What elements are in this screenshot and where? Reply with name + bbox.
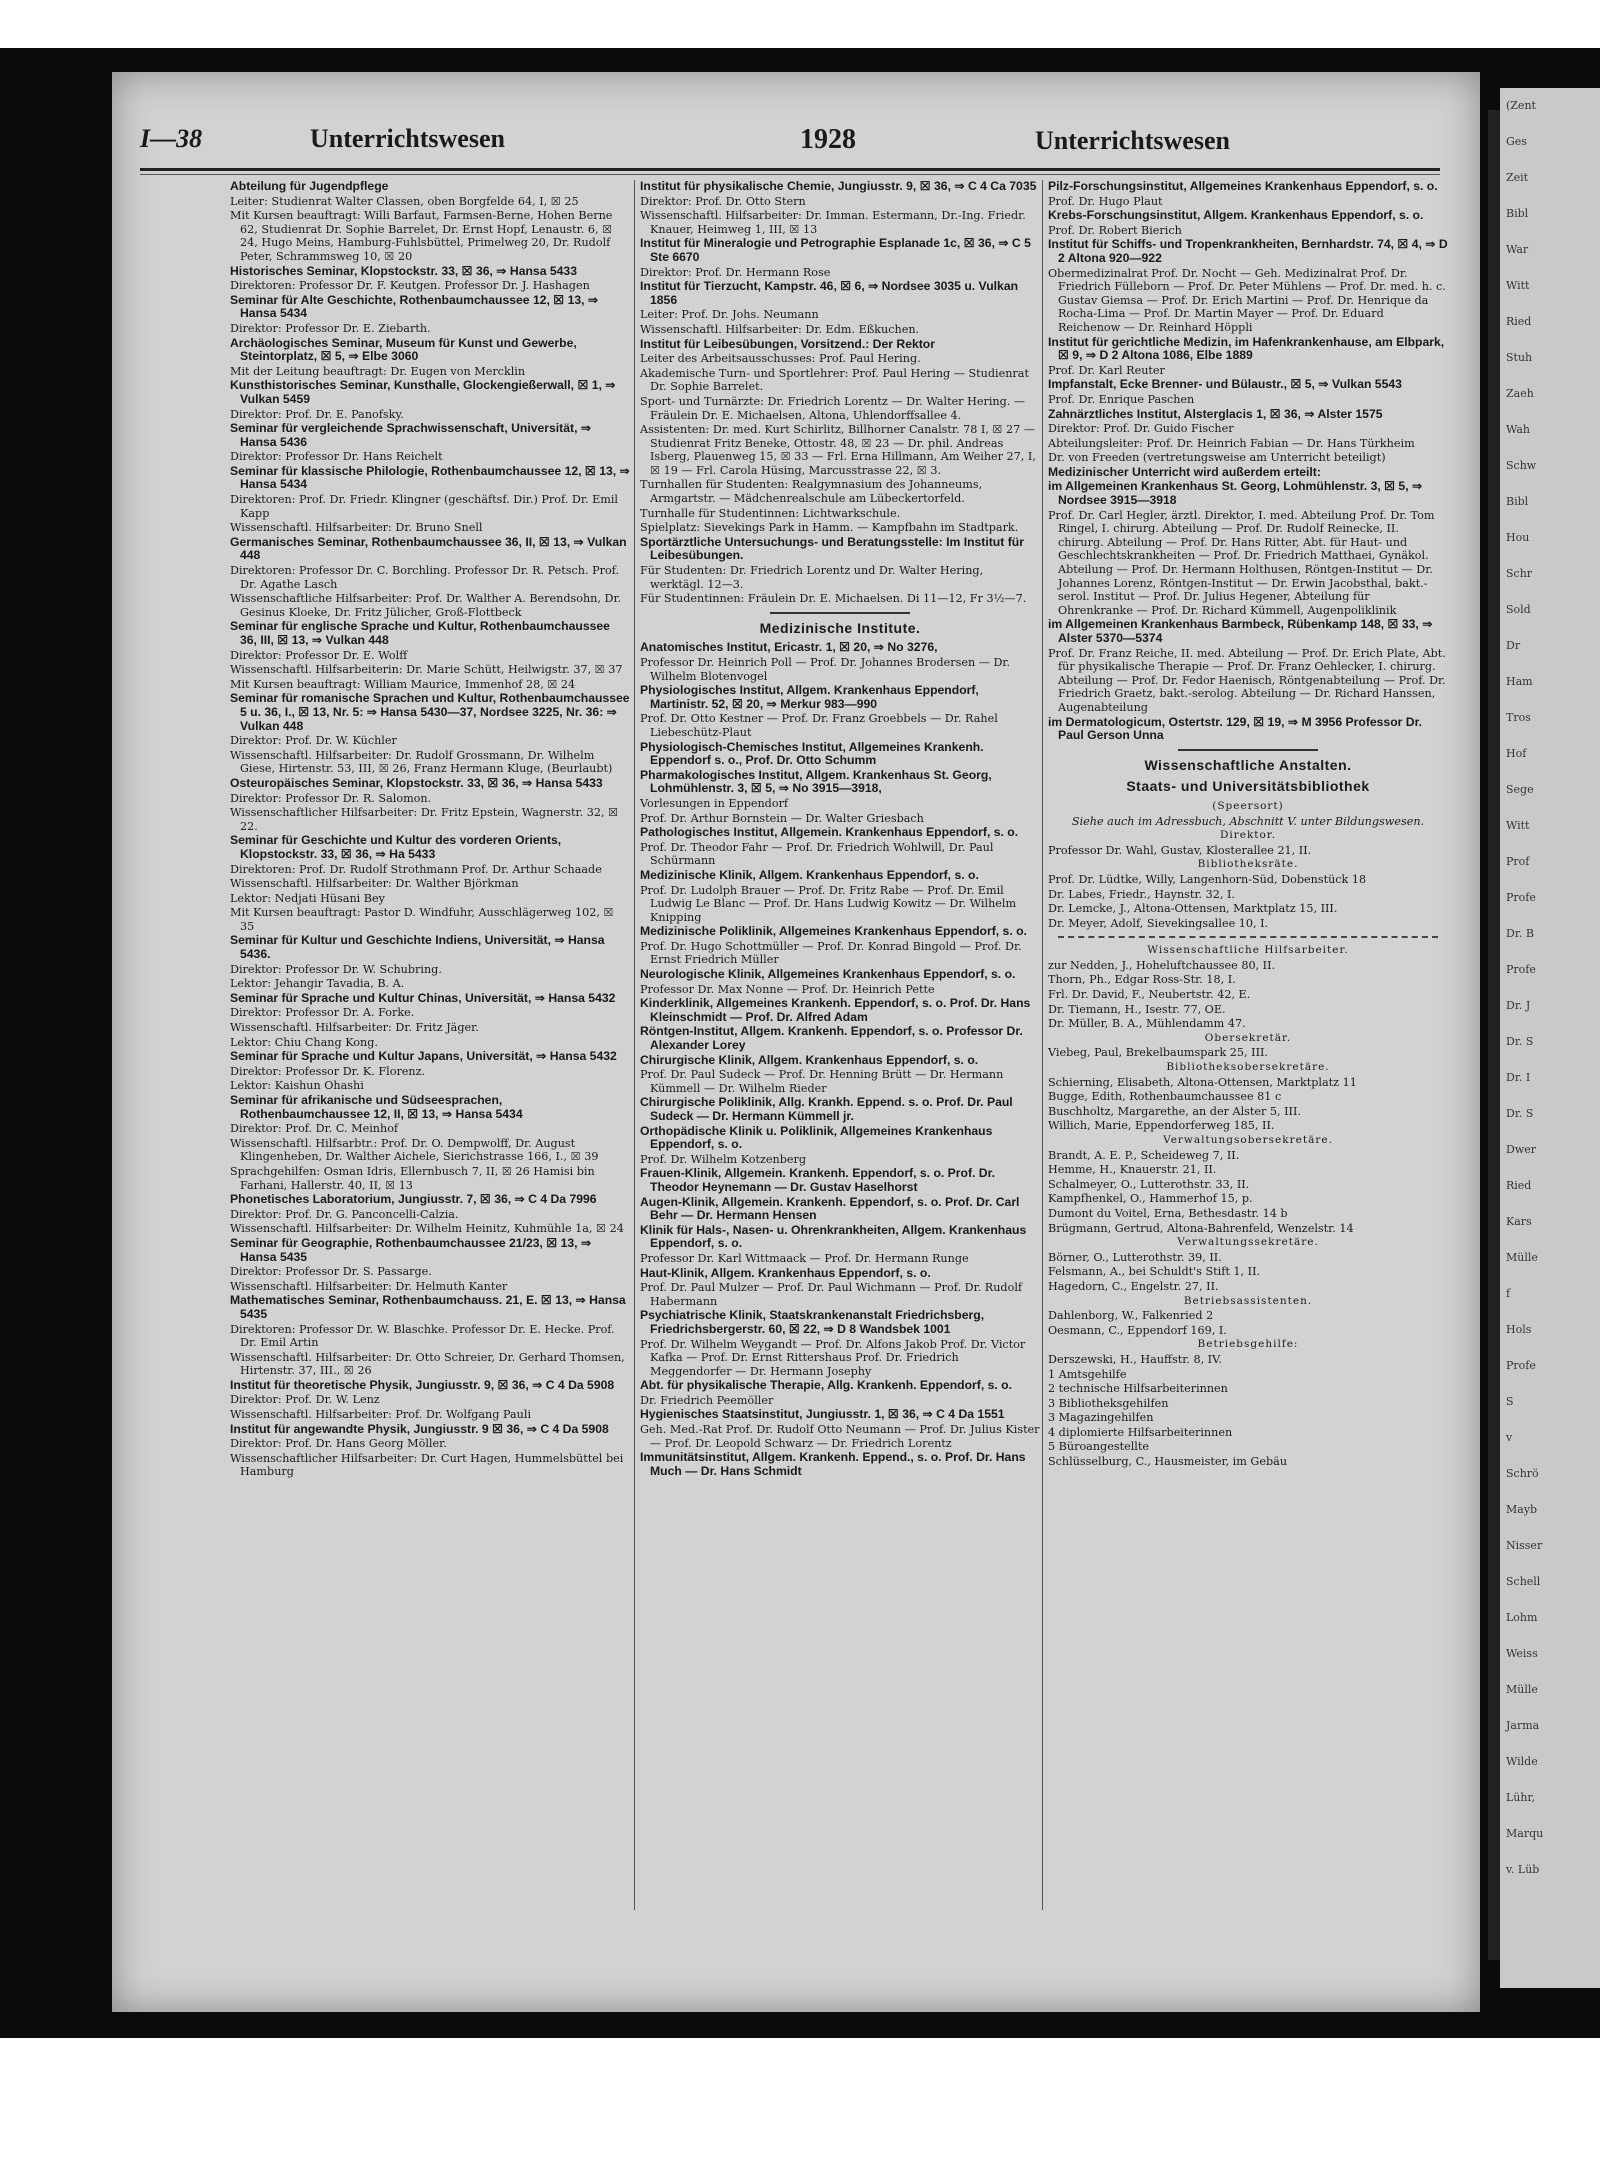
entry-heading: Institut für gerichtliche Medizin, im Hafenkrankenhause, am Elbpark, ☒ 9, ⇒ D 2 Altona 1086, Elbe 1889: [1048, 334, 1445, 363]
entry-text: 1 Amtsgehilfe: [1048, 1367, 1127, 1381]
entry-text: Buschholtz, Margarethe, an der Alster 5, III.: [1048, 1104, 1301, 1118]
page-header: [140, 118, 1440, 168]
next-page-fragment: Lohm: [1506, 1611, 1538, 1624]
entry-text: Schlüsselburg, C., Hausmeister, im Gebäu: [1048, 1455, 1288, 1469]
entry-heading: Pathologisches Institut, Allgemein. Krankenhaus Eppendorf, s. o.: [640, 825, 1019, 840]
next-page-fragment: Profe: [1506, 963, 1536, 976]
entry-text: Wissenschaftl. Hilfsarbeiter: Dr. Helmuth Kanter: [230, 1279, 508, 1293]
entry-text: Derszewski, H., Hauffstr. 8, IV.: [1048, 1352, 1222, 1366]
entry-heading: Institut für Leibesübungen, Vorsitzend.: Der Rektor: [640, 336, 935, 351]
subheading: Verwaltungssekretäre.: [1177, 1236, 1319, 1249]
entry-heading: Neurologische Klinik, Allgemeines Krankenhaus Eppendorf, s. o.: [640, 967, 1016, 982]
entry-text: Direktor: Professor Dr. R. Salomon.: [230, 791, 432, 805]
entry-heading: Seminar für Alte Geschichte, Rothenbaumchaussee 12, ☒ 13, ⇒ Hansa 5434: [230, 292, 599, 321]
entry-heading: im Allgemeinen Krankenhaus St. Georg, Lohmühlenstr. 3, ☒ 5, ⇒ Nordsee 3915—3918: [1048, 479, 1423, 508]
entry-text: Wissenschaftl. Hilfsarbtr.: Prof. Dr. O. Dempwolff, Dr. August Klingenheben, Dr. Walther Aichele, Sierichstrasse 166, I., ☒ 39: [230, 1136, 599, 1164]
entry-text: Prof. Dr. Karl Reuter: [1048, 363, 1165, 377]
entry-text: Lektor: Nedjati Hüsani Bey: [230, 891, 385, 905]
section-title: Staats- und Universitätsbibliothek: [1126, 778, 1370, 795]
entry-heading: Medizinische Poliklinik, Allgemeines Krankenhaus Eppendorf, s. o.: [640, 924, 1027, 939]
entry-heading: Institut für Mineralogie und Petrographie Esplanade 1c, ☒ 36, ⇒ C 5 Ste 6670: [640, 236, 1031, 264]
entry-text: Wissenschaftl. Hilfsarbeiter: Dr. Edm. Eßkuchen.: [640, 322, 920, 336]
entry-text: Wissenschaftl. Hilfsarbeiterin: Dr. Marie Schütt, Heilwigstr. 37, ☒ 37: [230, 663, 623, 677]
entry-heading: Seminar für vergleichende Sprachwissenschaft, Universität, ⇒ Hansa 5436: [230, 421, 592, 449]
entry-text: Börner, O., Lutterothstr. 39, II.: [1048, 1250, 1222, 1264]
entry-text: Schierning, Elisabeth, Altona-Ottensen, Marktplatz 11: [1048, 1075, 1357, 1089]
entry-text: Wissenschaftliche Hilfsarbeiter: Prof. Dr. Walther A. Berendsohn, Dr. Gesinus Kloeke, Dr. Fritz Jülicher, Groß-Flottbeck: [230, 592, 622, 619]
header-year: 1928: [800, 124, 856, 155]
entry-text: Direktor: Professor Dr. K. Florenz.: [230, 1064, 426, 1078]
entry-heading: Haut-Klinik, Allgem. Krankenhaus Eppendorf, s. o.: [640, 1265, 931, 1280]
entry-heading: Seminar für romanische Sprachen und Kultur, Rothenbaumchaussee 5 u. 36, I., ☒ 13, Nr. 5: ⇒ Hansa 5430—37, Nordsee 3225, Nr. 36: ⇒ Vulkan 448: [230, 691, 630, 733]
entry-heading: Augen-Klinik, Allgemein. Krankenh. Eppendorf, s. o. Prof. Dr. Carl Behr — Dr. Hermann Hensen: [640, 1194, 1020, 1223]
entry-text: Viebeg, Paul, Brekelbaumspark 25, III.: [1048, 1046, 1268, 1060]
entry-text: Lektor: Chiu Chang Kong.: [230, 1035, 378, 1049]
column-divider: [634, 180, 635, 1910]
next-page-fragment: v. Lüb: [1506, 1863, 1540, 1876]
entry-text: Direktor: Prof. Dr. W. Lenz: [230, 1393, 380, 1407]
next-page-fragment: Mayb: [1506, 1503, 1538, 1516]
next-page-fragment: Sold: [1506, 603, 1531, 616]
entry-heading: Seminar für klassische Philologie, Rothenbaumchaussee 12, ☒ 13, ⇒ Hansa 5434: [230, 463, 630, 492]
entry-heading: Seminar für afrikanische und Südseesprachen, Rothenbaumchaussee 12, II, ☒ 13, ⇒ Hansa 5434: [230, 1093, 523, 1121]
entry-text: 3 Bibliotheksgehilfen: [1048, 1396, 1169, 1410]
entry-text: Prof. Dr. Otto Kestner — Prof. Dr. Franz Groebbels — Dr. Rahel Liebeschütz-Plaut: [640, 712, 998, 739]
next-page-fragment: Profe: [1506, 891, 1536, 904]
next-page-fragment: Bibl: [1506, 207, 1529, 220]
section-title: Wissenschaftliche Anstalten.: [1144, 756, 1352, 773]
entry-heading: Seminar für Geographie, Rothenbaumchaussee 21/23, ☒ 13, ⇒ Hansa 5435: [230, 1235, 592, 1264]
entry-heading: Orthopädische Klinik u. Poliklinik, Allgemeines Krankenhaus Eppendorf, s. o.: [640, 1123, 993, 1152]
next-page-fragment: Dr. S: [1506, 1107, 1534, 1120]
entry-text: Direktor: Professor Dr. Hans Reichelt: [230, 450, 443, 464]
entry-heading: Pharmakologisches Institut, Allgem. Krankenhaus St. Georg, Lohmühlenstr. 3, ☒ 5, ⇒ No 3915—3918,: [640, 767, 992, 796]
next-page-fragment: Jarma: [1506, 1719, 1540, 1732]
subheading: (Speersort): [1212, 799, 1284, 812]
entry-text: Dr. Friedrich Peemöller: [640, 1393, 774, 1407]
next-page-fragment: Sege: [1506, 783, 1534, 796]
next-page-fragment: Mülle: [1506, 1251, 1538, 1264]
subheading: Betriebsassistenten.: [1183, 1294, 1313, 1307]
entry-text: 5 Büroangestellte: [1048, 1440, 1149, 1454]
entry-text: Leiter des Arbeitsausschusses: Prof. Paul Hering.: [640, 352, 921, 366]
entry-text: Felsmann, A., bei Schuldt's Stift 1, II.: [1048, 1265, 1261, 1279]
next-page-fragment: Marqu: [1506, 1827, 1544, 1840]
next-page-fragment: v: [1506, 1431, 1513, 1444]
entry-text: Hemme, H., Knauerstr. 21, II.: [1048, 1163, 1217, 1177]
entry-text: Prof. Dr. Carl Hegler, ärztl. Direktor, I. med. Abteilung Prof. Dr. Tom Ringel, I. chirurg. Abteilung — Prof. Dr. Rudolf Reinecke, II. chirurg. Abteilung — Prof. Dr. Hans Ritter, Abt. für Haut- und Geschlechtskrankheiten — Prof. Dr. Friedrich Matthaei, Gynäkol. Abteilung — Prof. Dr. Hermann Holthusen, Röntgen-Institut — Dr. Johannes Lorenz, Röntgen-Institut — Dr. Erwin Jacobsthal, bakt.-serol. Institut — Prof. Dr. Julius Hegener, Abteilung für Ohrenkranke — Prof. Dr. Richard Kümmell, Augenpoliklinik: [1048, 508, 1435, 617]
entry-text: Dr. Tiemann, H., Isestr. 77, OE.: [1048, 1002, 1226, 1016]
subheading: Betriebsgehilfe:: [1197, 1338, 1299, 1351]
entry-heading: Institut für Schiffs- und Tropenkrankheiten, Bernhardstr. 74, ☒ 4, ⇒ D 2 Altona 920—922: [1048, 237, 1448, 265]
entry-text: Mit der Leitung beauftragt: Dr. Eugen von Mercklin: [230, 364, 526, 378]
next-page-fragment: Bibl: [1506, 495, 1529, 508]
entry-heading: Mathematisches Seminar, Rothenbaumchauss. 21, E. ☒ 13, ⇒ Hansa 5435: [230, 1293, 626, 1321]
entry-heading: Medizinische Klinik, Allgem. Krankenhaus Eppendorf, s. o.: [640, 867, 979, 882]
entry-text: Direktor: Prof. Dr. Hans Georg Möller.: [230, 1437, 447, 1451]
entry-heading: Psychiatrische Klinik, Staatskrankenanstalt Friedrichsberg, Friedrichsbergerstr. 60, ☒ 22, ⇒ D 8 Wandsbek 1001: [640, 1308, 985, 1336]
entry-heading: Medizinischer Unterricht wird außerdem erteilt:: [1048, 464, 1321, 479]
entry-text: Direktor: Professor Dr. W. Schubring.: [230, 962, 442, 976]
entry-text: Wissenschaftl. Hilfsarbeiter: Dr. Walther Björkman: [230, 877, 519, 891]
next-page-fragment: Witt: [1506, 819, 1530, 832]
entry-text: Brügmann, Gertrud, Altona-Bahrenfeld, Wenzelstr. 14: [1048, 1221, 1354, 1235]
entry-text: Für Studentinnen: Fräulein Dr. E. Michaelsen. Di 11—12, Fr 3½—7.: [640, 592, 1027, 606]
entry-heading: Sportärztliche Untersuchungs- und Beratungsstelle: Im Institut für Leibesübungen.: [640, 534, 1024, 563]
entry-text: Turnhallen für Studenten: Realgymnasium des Johanneums, Armgartstr. — Mädchenrealschule am Lübeckertorfeld.: [640, 478, 983, 506]
entry-text: Dahlenborg, W., Falkenried 2: [1048, 1309, 1214, 1323]
entry-text: zur Nedden, J., Hoheluftchaussee 80, II.: [1048, 958, 1276, 972]
entry-text: Direktor: Prof. Dr. G. Panconcelli-Calzia.: [230, 1207, 459, 1221]
entry-text: Direktoren: Prof. Dr. Friedr. Klingner (geschäftsf. Dir.) Prof. Dr. Emil Kapp: [230, 493, 618, 520]
section-title: Medizinische Institute.: [759, 619, 921, 636]
entry-text: Prof. Dr. Arthur Bornstein — Dr. Walter Griesbach: [640, 811, 924, 825]
entry-heading: Hygienisches Staatsinstitut, Jungiusstr. 1, ☒ 36, ⇒ C 4 Da 1551: [640, 1407, 1005, 1422]
entry-text: Direktor: Professor Dr. E. Wolff: [230, 648, 408, 662]
entry-text: Direktoren: Professor Dr. F. Keutgen. Professor Dr. J. Hashagen: [230, 279, 590, 293]
subheading: Wissenschaftliche Hilfsarbeiter.: [1147, 944, 1349, 957]
next-page-fragment: Hou: [1506, 531, 1530, 544]
next-page-fragment: Witt: [1506, 279, 1530, 292]
entry-heading: Institut für theoretische Physik, Jungiusstr. 9, ☒ 36, ⇒ C 4 Da 5908: [230, 1377, 615, 1392]
page-gutter: [1488, 110, 1500, 1960]
entry-text: Mit Kursen beauftragt: Willi Barfaut, Farmsen-Berne, Hohen Berne 62, Studienrat Dr. Sophie Barrelet, Dr. Ernst Hopf, Lenaustr. 6, ☒ 24, Hugo Meins, Hamburg-Fuhlsbüttel, Primelweg 20, Dr. Rudolf Peter, Schrammsweg 10, ☒ 20: [230, 209, 613, 263]
entry-heading: Seminar für Geschichte und Kultur des vorderen Orients, Klopstockstr. 33, ☒ 36, ⇒ Ha 5433: [230, 833, 562, 861]
entry-text: Direktoren: Professor Dr. C. Borchling. Professor Dr. R. Petsch. Prof. Dr. Agathe Lasch: [230, 564, 620, 591]
entry-text: Direktor: Prof. Dr. W. Küchler: [230, 734, 397, 748]
entry-text: Wissenschaftl. Hilfsarbeiter: Dr. Fritz Jäger.: [230, 1021, 479, 1035]
entry-text: Direktoren: Prof. Dr. Rudolf Strothmann Prof. Dr. Arthur Schaade: [230, 862, 602, 876]
entry-heading: Seminar für Sprache und Kultur Japans, Universität, ⇒ Hansa 5432: [230, 1049, 617, 1064]
column-divider: [1042, 180, 1043, 1910]
next-page-fragment: Schr: [1506, 567, 1533, 580]
entry-text: Dr. Labes, Friedr., Haynstr. 32, I.: [1048, 887, 1235, 901]
entry-text: Wissenschaftl. Hilfsarbeiter: Dr. Wilhelm Heinitz, Kuhmühle 1a, ☒ 24: [230, 1222, 624, 1236]
text-column-1: [230, 180, 630, 1920]
next-page-fragment: Weiss: [1506, 1647, 1538, 1660]
dashed-rule: [1058, 936, 1438, 938]
header-left-title: Unterrichtswesen: [310, 124, 505, 153]
next-page-fragment: Zeit: [1506, 171, 1529, 184]
next-page-fragment: Prof: [1506, 855, 1530, 868]
entry-text: Schalmeyer, O., Lutterothstr. 33, II.: [1048, 1177, 1250, 1191]
next-page-fragment: Dr: [1506, 639, 1521, 652]
entry-text: Sprachgehilfen: Osman Idris, Ellernbusch 7, II, ☒ 26 Hamisi bin Farhani, Hallerstr. 40, II, ☒ 13: [230, 1164, 595, 1192]
next-page-fragment: Dr. S: [1506, 1035, 1534, 1048]
entry-text: Professor Dr. Max Nonne — Prof. Dr. Heinrich Pette: [640, 982, 935, 996]
entry-text: Wissenschaftl. Hilfsarbeiter: Prof. Dr. Wolfgang Pauli: [230, 1408, 532, 1422]
entry-text: Bugge, Edith, Rothenbaumchaussee 81 c: [1048, 1090, 1282, 1104]
header-rule: [140, 168, 1440, 171]
entry-heading: Anatomisches Institut, Ericastr. 1, ☒ 20, ⇒ No 3276,: [640, 640, 938, 655]
entry-text: Prof. Dr. Franz Reiche, II. med. Abteilung — Prof. Dr. Erich Plate, Abt. für physikalische Therapie — Prof. Dr. Franz Oehlecker, I. chirurg. Abteilung — Prof. Dr. Fedor Haenisch, Röntgenabteilung — Prof. Dr. Friedrich Graetz, bakt.-serolog. Abteilung — Dr. Richard Hanssen, Augenabteilung: [1048, 646, 1446, 714]
next-page-fragment: Profe: [1506, 1359, 1536, 1372]
entry-text: Direktor: Professor Dr. E. Ziebarth.: [230, 321, 431, 335]
next-page-fragment: Schell: [1506, 1575, 1541, 1588]
entry-heading: Institut für Tierzucht, Kampstr. 46, ☒ 6, ⇒ Nordsee 3035 u. Vulkan 1856: [640, 279, 1019, 307]
entry-text: Für Studenten: Dr. Friedrich Lorentz und Dr. Walter Hering, werktägl. 12—3.: [640, 564, 984, 591]
next-page-fragment: Nisser: [1506, 1539, 1543, 1552]
entry-heading: Chirurgische Klinik, Allgem. Krankenhaus Eppendorf, s. o.: [640, 1052, 979, 1067]
entry-text: Dr. Müller, B. A., Mühlendamm 47.: [1048, 1017, 1246, 1031]
entry-text: Wissenschaftlicher Hilfsarbeiter: Dr. Curt Hagen, Hummelsbüttel bei Hamburg: [230, 1451, 624, 1479]
subheading: Siehe auch im Adressbuch, Abschnitt V. unter Bildungswesen.: [1071, 814, 1425, 828]
entry-text: Prof. Dr. Hugo Schottmüller — Prof. Dr. Konrad Bingold — Prof. Dr. Ernst Friedrich Müller: [640, 939, 1022, 967]
entry-text: Dr. von Freeden (vertretungsweise am Unterricht beteiligt): [1048, 451, 1386, 465]
next-page-fragment: f: [1506, 1287, 1511, 1300]
entry-text: Frl. Dr. David, F., Neubertstr. 42, E.: [1048, 988, 1251, 1002]
entry-text: Akademische Turn- und Sportlehrer: Prof. Paul Hering — Studienrat Dr. Sophie Barrelet.: [640, 366, 1029, 394]
entry-text: Direktor: Prof. Dr. Hermann Rose: [640, 265, 831, 279]
next-page-fragment: Dr. J: [1506, 999, 1531, 1012]
next-page-edge: [1500, 88, 1600, 1988]
entry-heading: Physiologisches Institut, Allgem. Krankenhaus Eppendorf, Martinistr. 52, ☒ 20, ⇒ Merkur 983—990: [640, 683, 979, 711]
entry-text: Lektor: Kaishun Ohashi: [230, 1079, 364, 1093]
entry-heading: Zahnärztliches Institut, Alsterglacis 1, ☒ 36, ⇒ Alster 1575: [1048, 406, 1383, 421]
entry-heading: Institut für angewandte Physik, Jungiusstr. 9 ☒ 36, ⇒ C 4 Da 5908: [230, 1421, 609, 1436]
entry-heading: Krebs-Forschungsinstitut, Allgem. Krankenhaus Eppendorf, s. o.: [1048, 208, 1424, 223]
next-page-fragment: Wilde: [1506, 1755, 1538, 1768]
entry-heading: im Allgemeinen Krankenhaus Barmbeck, Rübenkamp 148, ☒ 33, ⇒ Alster 5370—5374: [1048, 617, 1433, 645]
entry-text: Wissenschaftl. Hilfsarbeiter: Dr. Imman. Estermann, Dr.-Ing. Friedr. Knauer, Heimweg 1, III, ☒ 13: [640, 209, 1026, 236]
subheading: Obersekretär.: [1204, 1031, 1292, 1044]
entry-heading: Archäologisches Seminar, Museum für Kunst und Gewerbe, Steintorplatz, ☒ 5, ⇒ Elbe 3060: [230, 335, 577, 364]
entry-heading: Kinderklinik, Allgemeines Krankenh. Eppendorf, s. o. Prof. Dr. Hans Kleinschmidt — Prof. Dr. Alfred Adam: [640, 996, 1031, 1024]
text-column-2: [640, 180, 1040, 1920]
next-page-fragment: S: [1506, 1395, 1514, 1408]
entry-text: Professor Dr. Karl Wittmaack — Prof. Dr. Hermann Runge: [640, 1251, 969, 1265]
entry-text: Prof. Dr. Wilhelm Weygandt — Prof. Dr. Alfons Jakob Prof. Dr. Victor Kafka — Prof. Dr. Ernst Rittershaus Prof. Dr. Friedrich Meggendorfer — Dr. Hermann Josephy: [640, 1337, 1026, 1378]
entry-heading: Seminar für Kultur und Geschichte Indiens, Universität, ⇒ Hansa 5436.: [230, 933, 605, 962]
next-page-fragment: Schw: [1506, 459, 1537, 472]
entry-text: Prof. Dr. Hugo Plaut: [1048, 194, 1163, 208]
entry-heading: Historisches Seminar, Klopstockstr. 33, ☒ 36, ⇒ Hansa 5433: [230, 263, 577, 278]
entry-heading: Chirurgische Poliklinik, Allg. Krankh. Eppend. s. o. Prof. Dr. Paul Sudeck — Dr. Hermann Kümmell jr.: [640, 1095, 1013, 1123]
entry-text: Spielplatz: Sievekings Park in Hamm. — Kampfbahn im Stadtpark.: [640, 521, 1019, 535]
entry-text: Wissenschaftl. Hilfsarbeiter: Dr. Rudolf Grossmann, Dr. Wilhelm Giese, Hirtenstr. 53, III, ☒ 26, Franz Hermann Kluge, (Beurlaubt): [230, 748, 613, 776]
entry-text: Assistenten: Dr. med. Kurt Schirlitz, Billhorner Canalstr. 78 I, ☒ 27 — Studienrat Fritz Beneke, Ottostr. 48, ☒ 23 — Dr. phil. Andreas Isberg, Plauenweg 15, ☒ 33 — Frl. Erna Hillmann, Am Weiher 27, I, ☒ 19 — Frl. Carola Hüsing, Marcusstrasse 22, ☒ 3.: [640, 423, 1036, 477]
next-page-fragment: Ges: [1506, 135, 1527, 148]
entry-text: 2 technische Hilfsarbeiterinnen: [1048, 1382, 1228, 1396]
entry-heading: Immunitätsinstitut, Allgem. Krankenh. Eppend., s. o. Prof. Dr. Hans Much — Dr. Hans Schmidt: [640, 1450, 1026, 1478]
next-page-fragment: Hof: [1506, 747, 1527, 760]
next-page-fragment: Dwer: [1506, 1143, 1537, 1156]
entry-text: Direktor: Prof. Dr. E. Panofsky.: [230, 407, 404, 421]
subheading: Bibliotheksobersekretäre.: [1166, 1061, 1330, 1074]
entry-text: Mit Kursen beauftragt: Pastor D. Windfuhr, Ausschlägerweg 102, ☒ 35: [230, 906, 614, 933]
header-rule-thin: [140, 174, 1440, 175]
next-page-fragment: Zaeh: [1506, 387, 1534, 400]
entry-text: Direktor: Prof. Dr. C. Meinhof: [230, 1122, 399, 1136]
entry-text: Prof. Dr. Ludolph Brauer — Prof. Dr. Fritz Rabe — Prof. Dr. Emil Ludwig Le Blanc — Prof. Dr. Hans Ludwig Kowitz — Dr. Wilhelm Knipping: [640, 883, 1017, 924]
header-right-title: Unterrichtswesen: [1035, 126, 1230, 155]
entry-text: Turnhalle für Studentinnen: Lichtwarkschule.: [640, 506, 901, 520]
entry-heading: Abteilung für Jugendpflege: [230, 180, 389, 193]
entry-text: Sport- und Turnärzte: Dr. Friedrich Lorentz — Dr. Walter Hering. — Fräulein Dr. E. Michaelsen, Altona, Uhlendorffsallee 4.: [640, 394, 1026, 422]
next-page-fragment: Ried: [1506, 315, 1532, 328]
entry-text: Dumont du Voitel, Erna, Bethesdastr. 14 b: [1048, 1206, 1288, 1220]
entry-text: 3 Magazingehilfen: [1048, 1411, 1154, 1425]
entry-text: Mit Kursen beauftragt: William Maurice, Immenhof 28, ☒ 24: [230, 677, 576, 691]
entry-text: Dr. Meyer, Adolf, Sievekingsallee 10, I.: [1048, 916, 1269, 930]
text-column-3: [1048, 180, 1448, 1920]
next-page-fragment: Stuh: [1506, 351, 1533, 364]
entry-text: Abteilungsleiter: Prof. Dr. Heinrich Fabian — Dr. Hans Türkheim: [1048, 436, 1415, 450]
entry-heading: Kunsthistorisches Seminar, Kunsthalle, Glockengießerwall, ☒ 1, ⇒ Vulkan 5459: [230, 378, 616, 406]
next-page-fragment: Hols: [1506, 1323, 1532, 1336]
entry-heading: Osteuropäisches Seminar, Klopstockstr. 33, ☒ 36, ⇒ Hansa 5433: [230, 775, 603, 790]
entry-text: Prof. Dr. Theodor Fahr — Prof. Dr. Friedrich Wohlwill, Dr. Paul Schürmann: [640, 840, 994, 868]
entry-text: Thorn, Ph., Edgar Ross-Str. 18, I.: [1048, 973, 1236, 987]
entry-text: 4 diplomierte Hilfsarbeiterinnen: [1048, 1425, 1233, 1439]
entry-text: Prof. Dr. Paul Mulzer — Prof. Dr. Paul Wichmann — Prof. Dr. Rudolf Habermann: [640, 1281, 1023, 1308]
entry-heading: Pilz-Forschungsinstitut, Allgemeines Krankenhaus Eppendorf, s. o.: [1048, 180, 1438, 193]
entry-text: Leiter: Studienrat Walter Classen, oben Borgfelde 64, I, ☒ 25: [230, 194, 579, 208]
entry-text: Dr. Lemcke, J., Altona-Ottensen, Marktplatz 15, III.: [1048, 902, 1338, 916]
next-page-fragment: Dr. B: [1506, 927, 1534, 940]
entry-heading: Röntgen-Institut, Allgem. Krankenh. Eppendorf, s. o. Professor Dr. Alexander Lorey: [640, 1024, 1023, 1053]
next-page-fragment: (Zent: [1506, 99, 1536, 112]
entry-text: Wissenschaftlicher Hilfsarbeiter: Dr. Fritz Epstein, Wagnerstr. 32, ☒ 22.: [230, 806, 619, 833]
entry-heading: Seminar für englische Sprache und Kultur, Rothenbaumchaussee 36, III, ☒ 13, ⇒ Vulkan 448: [230, 619, 610, 647]
entry-heading: Impfanstalt, Ecke Brenner- und Bülaustr., ☒ 5, ⇒ Vulkan 5543: [1048, 377, 1402, 392]
entry-text: Direktor: Prof. Dr. Guido Fischer: [1048, 422, 1234, 436]
entry-text: Prof. Dr. Robert Bierich: [1048, 223, 1182, 237]
next-page-fragment: Wah: [1506, 423, 1530, 436]
entry-text: Prof. Dr. Paul Sudeck — Prof. Dr. Henning Brütt — Dr. Hermann Kümmell — Dr. Wilhelm Rieder: [640, 1068, 1004, 1095]
entry-text: Kampfhenkel, O., Hammerhof 15, p.: [1048, 1192, 1253, 1206]
entry-text: Willich, Marie, Eppendorferweg 185, II.: [1048, 1119, 1275, 1133]
next-page-fragment: Lühr,: [1506, 1791, 1536, 1804]
subheading: Direktor.: [1219, 829, 1277, 842]
entry-text: Wissenschaftl. Hilfsarbeiter: Dr. Otto Schreier, Dr. Gerhard Thomsen, Hirtenstr. 37, III., ☒ 26: [230, 1350, 625, 1378]
entry-heading: Seminar für Sprache und Kultur Chinas, Universität, ⇒ Hansa 5432: [230, 990, 616, 1005]
entry-text: Prof. Dr. Lüdtke, Willy, Langenhorn-Süd, Dobenstück 18: [1048, 872, 1367, 886]
entry-text: Hagedorn, C., Engelstr. 27, II.: [1048, 1279, 1219, 1293]
entry-heading: Germanisches Seminar, Rothenbaumchaussee 36, II, ☒ 13, ⇒ Vulkan 448: [230, 534, 627, 563]
entry-text: Professor Dr. Wahl, Gustav, Klosterallee 21, II.: [1048, 843, 1312, 857]
section-rule: [1178, 749, 1318, 751]
entry-text: Prof. Dr. Wilhelm Kotzenberg: [640, 1152, 806, 1166]
next-page-fragment: Dr. I: [1506, 1071, 1531, 1084]
subheading: Verwaltungsobersekretäre.: [1163, 1134, 1333, 1146]
entry-text: Vorlesungen in Eppendorf: [640, 796, 789, 810]
entry-text: Obermedizinalrat Prof. Dr. Nocht — Geh. Medizinalrat Prof. Dr. Friedrich Fülleborn — Prof. Dr. Peter Mühlens — Prof. Dr. med. h. c. Gustav Giemsa — Prof. Dr. Erich Martini — Prof. Dr. Henrique da Rocha-Lima — Prof. Dr. Martin Mayer — Prof. Dr. Eduard Reichenow — Dr. Reinhard Höppli: [1048, 266, 1446, 334]
entry-text: Wissenschaftl. Hilfsarbeiter: Dr. Bruno Snell: [230, 521, 483, 535]
entry-heading: Phonetisches Laboratorium, Jungiusstr. 7, ☒ 36, ⇒ C 4 Da 7996: [230, 1192, 597, 1207]
entry-text: Leiter: Prof. Dr. Johs. Neumann: [640, 308, 819, 322]
entry-heading: im Dermatologicum, Ostertstr. 129, ☒ 19, ⇒ M 3956 Professor Dr. Paul Gerson Unna: [1048, 714, 1423, 743]
next-page-fragment: Ried: [1506, 1179, 1532, 1192]
page-number: I—38: [140, 124, 203, 153]
entry-heading: Institut für physikalische Chemie, Jungiusstr. 9, ☒ 36, ⇒ C 4 Ca 7035: [640, 180, 1037, 193]
entry-text: Geh. Med.-Rat Prof. Dr. Rudolf Otto Neumann — Prof. Dr. Julius Kister — Prof. Dr. Leopold Schwarz — Dr. Friedrich Lorentz: [640, 1423, 1040, 1450]
entry-text: Direktoren: Professor Dr. W. Blaschke. Professor Dr. E. Hecke. Prof. Dr. Emil Artin: [230, 1322, 615, 1350]
entry-text: Oesmann, C., Eppendorf 169, I.: [1048, 1323, 1227, 1337]
entry-text: Professor Dr. Heinrich Poll — Prof. Dr. Johannes Brodersen — Dr. Wilhelm Blotenvogel: [640, 656, 1011, 683]
next-page-fragment: Schrö: [1506, 1467, 1539, 1480]
entry-text: Direktor: Professor Dr. A. Forke.: [230, 1006, 415, 1020]
entry-heading: Physiologisch-Chemisches Institut, Allgemeines Krankenh. Eppendorf s. o., Prof. Dr. Otto Schumm: [640, 739, 984, 768]
subheading: Bibliotheksräte.: [1197, 858, 1299, 871]
entry-heading: Klinik für Hals-, Nasen- u. Ohrenkrankheiten, Allgem. Krankenhaus Eppendorf, s. o.: [640, 1222, 1027, 1251]
next-page-fragment: Ham: [1506, 675, 1533, 688]
entry-heading: Abt. für physikalische Therapie, Allg. Krankenh. Eppendorf, s. o.: [640, 1378, 1013, 1393]
next-page-fragment: Kars: [1506, 1215, 1532, 1228]
entry-heading: Frauen-Klinik, Allgemein. Krankenh. Eppendorf, s. o. Prof. Dr. Theodor Heynemann — Dr. Gustav Haselhorst: [640, 1166, 996, 1194]
section-rule: [770, 612, 910, 614]
entry-text: Direktor: Prof. Dr. Otto Stern: [640, 194, 806, 208]
next-page-fragment: Mülle: [1506, 1683, 1538, 1696]
next-page-fragment: Tros: [1506, 711, 1531, 724]
next-page-fragment: War: [1506, 243, 1529, 256]
entry-text: Brandt, A. E. P., Scheideweg 7, II.: [1048, 1148, 1240, 1162]
entry-text: Direktor: Professor Dr. S. Passarge.: [230, 1265, 432, 1279]
entry-text: Lektor: Jehangir Tavadia, B. A.: [230, 977, 405, 991]
entry-text: Prof. Dr. Enrique Paschen: [1048, 392, 1195, 406]
